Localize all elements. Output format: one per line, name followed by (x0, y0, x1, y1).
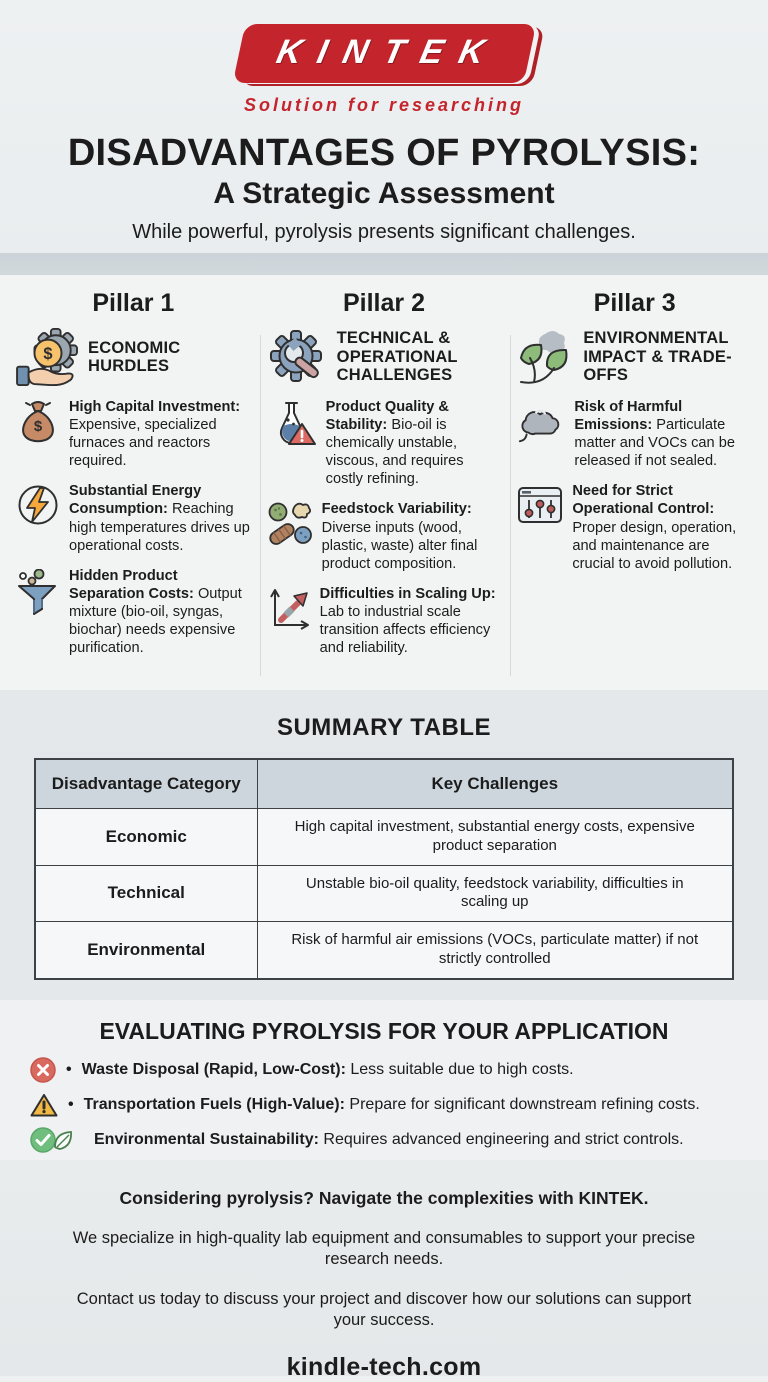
footer-section (0, 1160, 768, 1382)
pillar-1-label: Pillar 1 (92, 289, 175, 317)
item-body: Expensive, specialized furnaces and reactors required. (69, 417, 217, 470)
item-title: Product Quality & Stability: (325, 399, 449, 434)
summary-section (0, 690, 768, 1000)
item-body: Diverse inputs (wood, plastic, waste) alter final product composition. (321, 519, 478, 572)
gear-wrench-icon (267, 328, 329, 386)
column-header-challenges: Key Challenges (257, 759, 733, 809)
pillar-item (267, 585, 502, 657)
item-title: Hidden Product Separation Costs: (69, 567, 194, 602)
item-title: Waste Disposal (Rapid, Low-Cost): (81, 1061, 346, 1078)
pillars-section (0, 275, 768, 690)
control-panel-icon (517, 482, 563, 572)
dollar-glyph: $ (33, 418, 43, 435)
pillar-item-text (320, 585, 502, 657)
item-title: Environmental Sustainability: (94, 1131, 319, 1148)
item-body: Prepare for significant downstream refining costs. (349, 1096, 700, 1113)
item-body: Less suitable due to high costs. (350, 1061, 574, 1078)
green-check-leaf-icon (30, 1127, 74, 1153)
page-subtitle-line: A Strategic Assessment (213, 177, 555, 210)
scaling-chart-icon (267, 585, 311, 657)
pillar-item-text (69, 567, 251, 657)
evaluation-text (82, 1061, 574, 1079)
summary-table-title: SUMMARY TABLE (276, 714, 492, 741)
pillar-3-header (517, 328, 752, 386)
pillar-1-header (16, 328, 251, 386)
evaluation-item (30, 1057, 742, 1083)
pillar-divider (260, 335, 261, 676)
column-header-category: Disadvantage Category (35, 759, 257, 809)
website-url[interactable]: kindle-tech.com (286, 1353, 482, 1382)
row-category: Technical (35, 865, 257, 922)
pillar-item (267, 398, 502, 488)
pillar-item (517, 482, 752, 572)
kintek-logo-badge (232, 24, 535, 83)
table-header-row (35, 759, 733, 809)
brand-logo (0, 0, 768, 116)
pillar-item-text (69, 398, 251, 470)
row-category: Environmental (35, 922, 257, 979)
evaluation-section (0, 1000, 768, 1160)
flask-warning-icon (267, 398, 317, 488)
evaluation-item (30, 1092, 742, 1118)
item-body: Requires advanced engineering and strict controls. (323, 1131, 684, 1148)
website-link[interactable] (0, 1353, 768, 1382)
footer-text-contact: Contact us today to discuss your project and discover how our solutions can support your success. (76, 1290, 692, 1330)
money-bag-icon (16, 398, 60, 470)
summary-table (34, 758, 734, 980)
evaluation-text (84, 1096, 700, 1114)
kintek-logo-text: KINTEK (272, 33, 504, 71)
row-challenges: High capital investment, substantial energy costs, expensive product separation (257, 809, 733, 866)
brand-tagline: Solution for researching (243, 95, 525, 115)
footer-headline: Considering pyrolysis? Navigate the complexities with KINTEK. (119, 1188, 649, 1208)
warning-triangle-icon (30, 1092, 58, 1118)
pillar-1-heading: ECONOMIC HURDLES (88, 338, 181, 375)
evaluation-title: EVALUATING PYROLYSIS FOR YOUR APPLICATION (99, 1018, 669, 1044)
pillar-item-text (574, 398, 752, 470)
item-body: Proper design, operation, and maintenance are crucial to avoid pollution. (572, 519, 737, 572)
item-title: Substantial Energy Consumption: (69, 483, 202, 518)
pillar-item-text (326, 398, 502, 488)
pillar-divider (510, 335, 511, 676)
table-row (35, 809, 733, 866)
item-title: Transportation Fuels (High-Value): (83, 1096, 345, 1113)
evaluation-item (30, 1127, 742, 1153)
item-title: Need for Strict Operational Control: (572, 483, 715, 518)
smoke-cloud-icon (517, 398, 565, 470)
row-challenges: Unstable bio-oil quality, feedstock variability, difficulties in scaling up (257, 865, 733, 922)
footer-text-specialize: We specialize in high-quality lab equipment and consumables to support your precise research needs. (72, 1229, 696, 1269)
pillar-3-heading: ENVIRONMENTAL IMPACT & TRADE-OFFS (583, 329, 732, 385)
feedstock-icon (267, 500, 313, 572)
item-body: Output mixture (bio-oil, syngas, biochar) needs expensive purification. (69, 585, 242, 657)
pillar-item-text (572, 482, 752, 572)
hand-gear-dollar-icon (16, 328, 80, 386)
item-title: Feedstock Variability: (321, 501, 472, 518)
pillar-2-header (267, 328, 502, 386)
bullet-dot: • (66, 1061, 72, 1078)
table-row (35, 922, 733, 979)
dollar-glyph: $ (43, 344, 53, 363)
pillar-environmental (509, 289, 760, 690)
pillar-item-text (322, 500, 502, 572)
table-row (35, 865, 733, 922)
pillar-item (16, 398, 251, 470)
funnel-icon (16, 567, 60, 657)
item-body: Reaching high temperatures drives up operational costs. (69, 501, 250, 554)
pillar-technical (259, 289, 510, 690)
leaf-smoke-icon (517, 328, 575, 386)
row-challenges: Risk of harmful air emissions (VOCs, particulate matter) if not strictly controlled (257, 922, 733, 979)
pillar-item (517, 398, 752, 470)
item-body: Bio-oil is chemically unstable, viscous, and requires costly refining. (325, 417, 464, 488)
lightning-icon (16, 482, 60, 554)
item-body: Particulate matter and VOCs can be released if not sealed. (574, 417, 735, 470)
bullet-dot: • (68, 1096, 74, 1113)
item-title: Risk of Harmful Emissions: (574, 399, 683, 434)
row-category: Economic (35, 809, 257, 866)
item-body: Lab to industrial scale transition affects efficiency and reliability. (319, 603, 491, 657)
page-title: DISADVANTAGES OF PYROLYSIS: (67, 132, 701, 174)
evaluation-text (94, 1131, 684, 1149)
pillar-item-text (69, 482, 251, 554)
pillar-economic (8, 289, 259, 690)
leaf-icon (52, 1128, 74, 1152)
item-title: Difficulties in Scaling Up: (319, 585, 496, 602)
pillar-item (16, 482, 251, 554)
header-section (0, 0, 768, 275)
red-x-circle-icon (30, 1057, 56, 1083)
pillar-2-heading: TECHNICAL & OPERATIONAL CHALLENGES (336, 329, 458, 385)
pillar-item (16, 567, 251, 657)
pillar-2-label: Pillar 2 (342, 289, 425, 317)
intro-text: While powerful, pyrolysis presents significant challenges. (132, 221, 636, 243)
item-title: High Capital Investment: (69, 399, 241, 415)
pillar-3-label: Pillar 3 (593, 289, 676, 317)
pillar-item (267, 500, 502, 572)
